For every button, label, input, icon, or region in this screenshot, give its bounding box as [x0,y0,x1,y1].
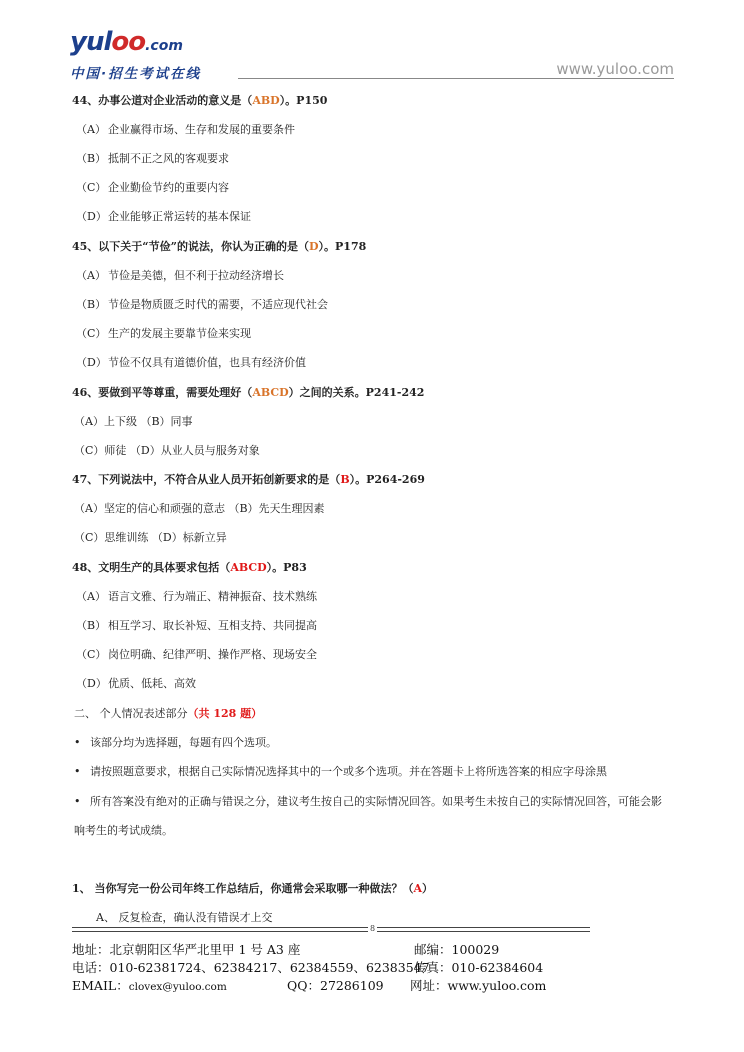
email-link[interactable]: clovex@yuloo.com [128,981,227,993]
bullet-icon: • [74,765,81,778]
option-line-1: （A）上下级 （B）同事 [74,415,193,428]
option-a: A、 反复检查，确认没有错误才上交 [96,911,273,924]
option-b: （B） 节俭是物质匮乏时代的需要，不适应现代社会 [76,298,328,311]
footer-divider [72,927,590,932]
answer-key: ABCD [252,386,289,399]
instruction-bullet: • 请按照题意要求，根据自己实际情况选择其中的一个或多个选项。并在答题卡上将所选答案的相应字母涂黑 [74,765,607,778]
option-d: （D）企业能够正常运转的基本保证 [76,210,251,223]
question-47: 47、下列说法中，不符合从业人员开拓创新要求的是（B）。P264-269 [72,473,425,486]
option-d: （D）优质、低耗、高效 [76,677,196,690]
answer-key: B [340,473,350,486]
footer-qq: QQ：27286109 [287,978,384,993]
section-count: （共 128 题） [187,707,263,720]
question-48: 48、文明生产的具体要求包括（ABCD）。P83 [72,561,307,574]
answer-key: ABCD [230,561,267,574]
option-a: （A） 企业赢得市场、生存和发展的重要条件 [76,123,295,136]
yuloo-logo[interactable] [70,27,250,82]
option-d: （D）节俭不仅具有道德价值，也具有经济价值 [76,356,306,369]
header-site-url: www.yuloo.com [556,60,674,78]
answer-key: A [413,882,423,895]
section-heading: 二、 个人情况表述部分（共 128 题） [74,707,263,720]
header-divider [238,78,674,79]
option-a: （A） 节俭是美德，但不利于拉动经济增长 [76,269,284,282]
option-line-2: （C）思维训练 （D）标新立异 [74,531,227,544]
option-line-2: （C）师徒 （D）从业人员与服务对象 [74,444,260,457]
answer-key: ABD [252,94,280,107]
option-a: （A） 语言文雅、行为端正、精神振奋、技术熟练 [76,590,317,603]
instruction-bullet: • 该部分均为选择题，每题有四个选项。 [74,736,277,749]
option-c: （C） 岗位明确、纪律严明、操作严格、现场安全 [76,648,317,661]
option-c: （C） 生产的发展主要靠节俭来实现 [76,327,251,340]
footer-website[interactable]: 网址：www.yuloo.com [410,978,547,993]
instruction-continuation: 响考生的考试成绩。 [74,824,173,837]
answer-key: D [308,240,319,253]
option-line-1: （A）坚定的信心和顽强的意志 （B）先天生理因素 [74,502,325,515]
page-number: 8 [370,924,376,933]
bullet-icon: • [74,736,81,749]
question-45: 45、以下关于“节俭”的说法，你认为正确的是（D）。P178 [72,240,367,253]
option-b: （B） 抵制不正之风的客观要求 [76,152,229,165]
logo-wordmark: yuloo.com [70,27,183,57]
footer-address: 地址：北京朝阳区华严北里甲 1 号 A3 座 [72,942,301,957]
bullet-icon: • [74,795,81,808]
instruction-bullet: • 所有答案没有绝对的正确与错误之分，建议考生按自己的实际情况回答。如果考生未按自己的实际情况回答，可能会影 [74,795,662,808]
question-1: 1、 当你写完一份公司年终工作总结后，你通常会采取哪一种做法？（A） [72,882,434,895]
option-c: （C） 企业勤俭节约的重要内容 [76,181,229,194]
footer-email: EMAIL：clovex@yuloo.com [72,978,227,993]
footer-postcode: 邮编：100029 [414,942,500,957]
footer-phone: 电话：010-62381724、62384217、62384559、62383547 [72,960,430,975]
option-b: （B） 相互学习、取长补短、互相支持、共同提高 [76,619,317,632]
question-46: 46、要做到平等尊重，需要处理好（ABCD）之间的关系。P241-242 [72,386,425,399]
logo-tagline: 中国·招生考试在线 [70,66,202,82]
footer-fax: 传真：010-62384604 [414,960,544,975]
question-44: 44、办事公道对企业活动的意义是（ABD）。P150 [72,94,328,107]
